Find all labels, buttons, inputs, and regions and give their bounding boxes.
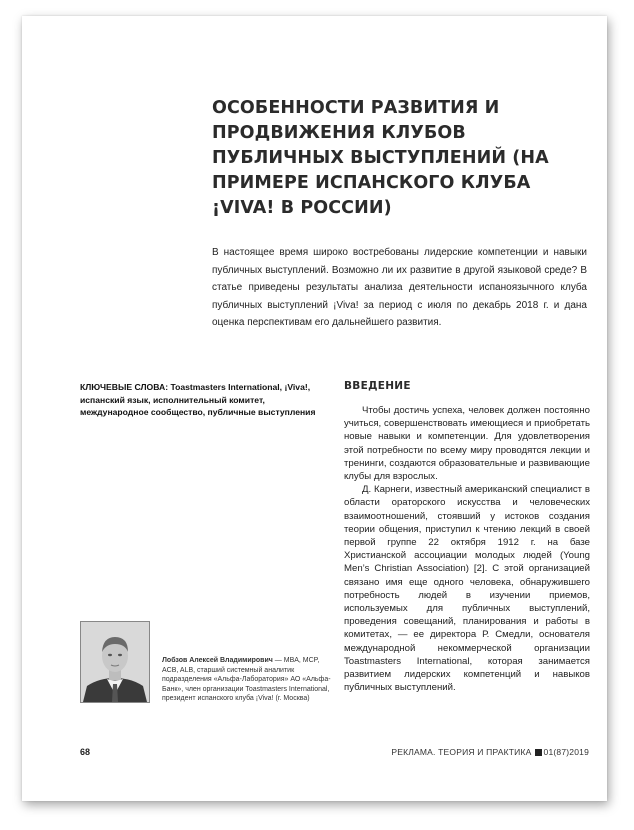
page-number: 68 bbox=[80, 747, 91, 757]
square-bullet-icon bbox=[535, 749, 542, 756]
journal-page bbox=[22, 16, 607, 801]
author-name: Лобзов Алексей Владимирович bbox=[162, 657, 273, 664]
introduction-paragraph-1: Чтобы достичь успеха, человек должен постоянно учиться, совершенствовать имеющиеся и приобретать новые навыки и компетенции. Для удовлетворения этой потребности по всему миру проводятся лекции и тренинги, создаются образовательные и развивающие клубы для взрослых. bbox=[344, 405, 590, 483]
author-description: — MBA, MCP, ACB, ALB, старший системный аналитик подразделения «Альфа-Лаборатория» АО «Альфа-Банк», член организации Toastmasters International, президент испанского клуба ¡Viva! (г. Москва) bbox=[162, 657, 331, 703]
author-bio bbox=[162, 656, 332, 704]
journal-issue: 01(87)2019 bbox=[543, 747, 589, 757]
article-abstract: В настоящее время широко востребованы лидерские компетенции и навыки публичных выступлений. Возможно ли их развитие в другой языковой среде? В статье приведены результаты анализа деятельности испаноязычного клуба публичных выступлений ¡Viva! за период с июля по декабрь 2018 г. и дана оценка перспективам его дальнейшего развития. bbox=[212, 247, 587, 328]
keywords-label: КЛЮЧЕВЫЕ СЛОВА: bbox=[80, 382, 169, 392]
article-title: ОСОБЕННОСТИ РАЗВИТИЯ И ПРОДВИЖЕНИЯ КЛУБОВ ПУБЛИЧНЫХ ВЫСТУПЛЕНИЙ (НА ПРИМЕРЕ ИСПАНСКОГО КЛУБА ¡VIVA! В РОССИИ) bbox=[212, 98, 549, 218]
author-photo bbox=[80, 621, 150, 703]
introduction-paragraph-2: Д. Карнеги, известный американский специалист в области ораторского искусства и человеческих взаимоотношений, стоявший у истоков создания теории общения, приступил к чтению лекций в своей первой группе 22 октября 1912 г. на базе Христианской ассоциации молодых людей (Young Men’s Christian Association) [2]. С этой организацией связано имя еще одного человека, обнаружившего потребность людей в изучении приемов, используемых для публичных выступлений, проведения совещаний, планирования и работы в комитетах, — ее директора Р. Смедли, основателя международной некоммерческой организации Toastmasters International, которая занимается развитием лидерских компетенций и навыков публичных выступлений. bbox=[344, 484, 590, 694]
journal-footer bbox=[391, 747, 589, 757]
journal-name: РЕКЛАМА. ТЕОРИЯ И ПРАКТИКА bbox=[391, 747, 532, 757]
keywords bbox=[80, 381, 328, 419]
keywords-text: Toastmasters International, ¡Viva!, испанский язык, исполнительный комитет, международное сообщество, публичные выступления bbox=[80, 382, 316, 417]
introduction-body bbox=[344, 404, 590, 694]
section-heading-introduction: ВВЕДЕНИЕ bbox=[344, 380, 411, 392]
